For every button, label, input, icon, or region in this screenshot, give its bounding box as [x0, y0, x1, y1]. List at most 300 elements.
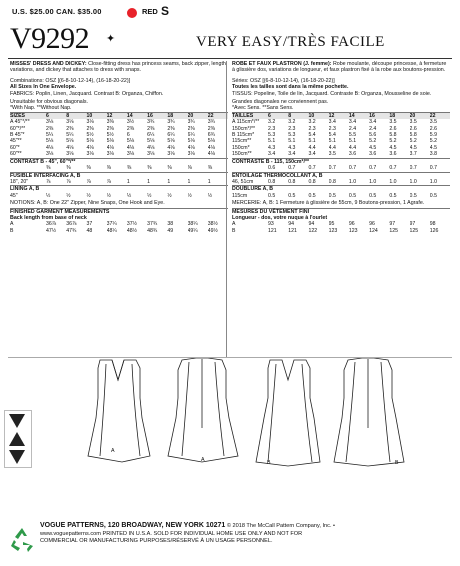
table-row	[10, 193, 228, 199]
table-cell: 20	[188, 112, 208, 119]
table-cell: 1.0	[389, 178, 397, 185]
row-label: 60"**	[10, 151, 22, 158]
table-cell: 4⅛	[207, 144, 215, 151]
finished-table	[232, 221, 450, 234]
table-cell: 6	[126, 132, 130, 139]
table-cell: ⅜	[167, 165, 172, 172]
series: Séries: OSZ [(6-8-10-12-14), (16-18-20-22)]	[232, 77, 335, 84]
table-cell: 37¼	[106, 221, 117, 228]
table-cell: 2⅜	[207, 125, 215, 132]
description-title: MISSES' DRESS AND DICKEY:	[10, 61, 87, 67]
footer	[40, 521, 452, 545]
row-label	[10, 165, 46, 172]
row-label: CONTRAST B - 45", 60"*/**	[10, 158, 228, 165]
section-row	[10, 186, 228, 193]
table-cell: 6	[46, 112, 66, 119]
column-divider	[226, 61, 227, 357]
table-cell: 5.1	[268, 138, 276, 145]
table-cell: 3⅛	[46, 151, 54, 158]
table-cell: 0.5	[429, 192, 437, 199]
row-label: 45"	[10, 192, 18, 199]
table-cell: 5.1	[328, 138, 336, 145]
table-cell: 4.5	[409, 144, 417, 151]
table-cell: 48½	[126, 227, 137, 234]
view-label-a: A	[111, 448, 115, 454]
section-label: LINING A, B	[10, 186, 228, 193]
table-cell: 1.0	[409, 178, 417, 185]
sizes-header-row	[232, 158, 450, 165]
table-cell: 5⅛	[66, 138, 74, 145]
unsuitable: Unsuitable for obvious diagonals.	[10, 99, 89, 106]
table-cell: 1	[207, 178, 211, 185]
table-cell: 5.3	[288, 132, 296, 139]
table-row	[232, 165, 450, 172]
section-label: FUSIBLE INTERFACING A, B	[10, 172, 228, 179]
table-cell: 3⅛	[86, 151, 94, 158]
row-label: B 115cm*	[232, 132, 255, 139]
row-label: A	[232, 221, 236, 228]
table-cell: 37	[86, 221, 93, 228]
row-label: 150cm*/**	[232, 125, 256, 132]
table-cell: 3¾	[167, 119, 175, 126]
sizes-header-row	[10, 158, 228, 165]
finished-title: MESURES DU VÊTEMENT FINI	[232, 208, 310, 215]
table-cell: 5⅛	[187, 138, 195, 145]
table-cell: 5.2	[389, 138, 397, 145]
table-cell: 3¾	[187, 119, 195, 126]
table-cell: 3.4	[308, 151, 316, 158]
table-cell: 2.4	[369, 125, 377, 132]
table-cell: ⅜	[66, 165, 71, 172]
table-cell: 5⅛	[167, 138, 175, 145]
table-cell: 0.7	[308, 165, 316, 172]
table-cell: 1.0	[348, 178, 357, 185]
red-label: RED	[142, 7, 158, 16]
table-cell: 4.5	[389, 144, 397, 151]
row-label: 115cm**	[232, 138, 252, 145]
table-cell: 3.4	[348, 119, 357, 126]
notions: NOTIONS: A, B: One 22" Zipper, Nine Snaps, One Hook and Eye.	[10, 200, 165, 207]
table-cell: 3⅜	[106, 119, 114, 126]
table-cell: 18	[389, 112, 409, 119]
company-address: VOGUE PATTERNS, 120 BROADWAY, NEW YORK 10271	[40, 522, 226, 529]
table-cell: 3⅛	[147, 151, 155, 158]
table-row	[10, 228, 228, 234]
table-cell: 4⅛	[126, 144, 135, 151]
view-label-b: B	[267, 460, 271, 466]
table-cell: 5.4	[328, 132, 336, 139]
table-cell: 5⅛	[86, 138, 94, 145]
table-cell: 0.5	[308, 192, 316, 199]
table-cell: 2.3	[268, 125, 276, 132]
description-text: Robe moulante, découpe princesse, à fermeture à glissière dos, variations de longueur, et faux plastron fixé à la robe aux boutons-pression.	[232, 61, 447, 74]
table-cell: 0.7	[429, 165, 437, 172]
table-cell: 49¼	[187, 227, 198, 234]
table-cell: 4.3	[268, 144, 276, 151]
table-cell: 5.1	[308, 138, 316, 145]
table-cell: 5⅛	[207, 138, 215, 145]
table-cell: ⅞	[46, 178, 51, 185]
table-cell: 4⅛	[106, 144, 114, 151]
table-cell: 49½	[207, 227, 218, 234]
table-cell: 5⅛	[126, 138, 135, 145]
table-cell: 3.7	[409, 151, 417, 158]
table-cell: 4.4	[348, 144, 357, 151]
table-cell: 5.2	[369, 138, 377, 145]
legal-text: PRINTED IN U.S.A. SOLD FOR INDIVIDUAL HOME USE ONLY AND NOT FOR	[100, 531, 303, 537]
table-cell: 3.4	[328, 119, 336, 126]
table-cell: 123	[328, 227, 338, 234]
table-cell: 4⅛	[187, 144, 195, 151]
back-length: Longueur - dos, votre nuque à l'ourlet	[232, 214, 328, 221]
table-cell: 125	[409, 227, 419, 234]
section-row	[232, 186, 450, 193]
nap-note: *With Nap. **Without Nap.	[10, 105, 72, 112]
fabrics: FABRICS: Poplin, Linen, Jacquard. Contrast B: Organza, Chiffon.	[10, 90, 164, 97]
section-label: ENTOILAGE THERMOCOLLANT A, B	[232, 172, 450, 179]
table-cell: 2⅜	[66, 125, 74, 132]
table-row	[10, 165, 228, 172]
table-cell: 5.5	[348, 132, 357, 139]
row-label: 60"*/**	[10, 125, 26, 132]
table-cell: 4⅛	[167, 144, 175, 151]
table-cell: 3¾	[147, 119, 155, 126]
table-cell: 4⅛	[147, 144, 155, 151]
table-cell: 0.8	[328, 178, 336, 185]
table-cell: 5½	[86, 132, 94, 139]
table-cell: 3⅛	[126, 151, 135, 158]
table-cell: ½	[66, 192, 71, 199]
table-cell: ⅜	[106, 165, 111, 172]
row-label: B	[232, 227, 236, 234]
table-cell: 16	[147, 112, 167, 119]
table-cell: 3¾	[207, 119, 215, 126]
table-cell: 2.3	[328, 125, 336, 132]
table-cell: 122	[308, 227, 318, 234]
table-cell: 0.5	[409, 192, 417, 199]
row-label: A 115cm*/**	[232, 119, 260, 126]
back-length: Back length from base of neck	[10, 214, 87, 221]
table-cell: 38¼	[187, 221, 198, 228]
table-cell: 3⅛	[66, 151, 74, 158]
table-cell: 3.5	[328, 151, 336, 158]
table-cell: 0.8	[288, 178, 296, 185]
row-label: A 45"*/**	[10, 119, 30, 126]
table-cell: 2⅜	[126, 125, 135, 132]
table-cell: 5.6	[369, 132, 377, 139]
table-cell: 3.5	[409, 119, 417, 126]
table-cell: 2⅜	[106, 125, 114, 132]
table-cell: 22	[208, 112, 228, 119]
table-cell: 1	[187, 178, 191, 185]
table-cell: 3.4	[369, 119, 377, 126]
table-row	[10, 179, 228, 186]
table-cell: ⅜	[147, 165, 152, 172]
finished-table	[10, 221, 228, 234]
table-cell: 5½	[106, 132, 114, 139]
table-cell: ⅜	[207, 165, 213, 172]
table-row	[10, 151, 228, 158]
table-cell: 0.7	[389, 165, 397, 172]
table-cell: 0.7	[369, 165, 377, 172]
table-cell: ⅞	[66, 178, 71, 185]
table-cell: 0.8	[308, 178, 316, 185]
table-cell: ½	[187, 192, 192, 199]
view-label-b: B	[395, 460, 399, 466]
table-cell: 0.5	[348, 192, 357, 199]
nap-note: *Avec Sens. **Sans Sens.	[232, 105, 294, 112]
view-label-a: A	[201, 457, 205, 463]
row-label: 150cm*	[232, 144, 250, 151]
table-cell: 3⅛	[167, 151, 175, 158]
table-cell: 97	[409, 221, 416, 228]
table-row	[232, 193, 450, 199]
table-cell: 121	[268, 227, 277, 234]
difficulty-label: VERY EASY/TRÈS FACILE	[196, 34, 385, 50]
table-cell: 4.4	[328, 144, 336, 151]
table-cell: ½	[167, 192, 172, 199]
english-column	[10, 61, 228, 234]
table-cell: 5.2	[429, 138, 437, 145]
table-cell: 0.5	[328, 192, 336, 199]
table-cell: 38½	[207, 221, 218, 228]
star-icon: ✦	[106, 33, 116, 45]
all-sizes: Toutes les tailles sont dans la même pochette.	[232, 84, 349, 91]
table-cell: 121	[288, 227, 297, 234]
table-cell: 6¼	[187, 132, 195, 139]
table-cell: 3.8	[429, 151, 437, 158]
sizes-header-row	[10, 112, 228, 119]
finished-title: FINISHED GARMENT MEASUREMENTS	[10, 208, 110, 215]
table-cell: ⅜	[86, 165, 91, 172]
table-row	[232, 151, 450, 158]
table-cell: 5.8	[389, 132, 397, 139]
table-cell: 5.1	[348, 138, 357, 145]
table-cell: 2.4	[348, 125, 357, 132]
table-cell: 95	[328, 221, 335, 228]
table-cell: 0.7	[409, 165, 417, 172]
table-cell: 96	[348, 221, 355, 228]
table-cell: 97	[389, 221, 396, 228]
table-cell: 1.0	[429, 178, 437, 185]
table-cell: 16	[369, 112, 389, 119]
table-cell: 98	[429, 221, 436, 228]
table-cell: 4⅛	[46, 144, 54, 151]
table-cell: 4.5	[369, 144, 377, 151]
table-cell: 47½	[46, 227, 57, 234]
table-cell: 47¾	[66, 227, 77, 234]
table-cell: 2.6	[389, 125, 397, 132]
row-label: 115cm	[232, 192, 248, 199]
section-row	[232, 172, 450, 179]
table-cell: 3.5	[429, 119, 437, 126]
table-cell: 5⅛	[147, 138, 155, 145]
table-cell: 4.5	[429, 144, 437, 151]
table-cell: 6¼	[147, 132, 155, 139]
table-cell: ½	[126, 192, 132, 199]
table-cell: 2.3	[308, 125, 316, 132]
table-cell: 0.5	[389, 192, 397, 199]
table-cell: 2⅜	[86, 125, 94, 132]
table-cell: 8	[288, 112, 308, 119]
table-row	[232, 179, 450, 186]
table-cell: 3.5	[389, 119, 397, 126]
table-cell: ½	[86, 192, 91, 199]
notions: MERCERIE: A, B: 1 Fermeture à glissière de 55cm, 9 Boutons-pression, 1 Agrafe.	[232, 200, 425, 207]
table-cell: 12	[107, 112, 127, 119]
table-cell: 2.3	[288, 125, 296, 132]
table-cell: 94	[308, 221, 315, 228]
table-cell: 5¼	[66, 132, 74, 139]
section-row	[10, 172, 228, 179]
table-cell: 3.2	[268, 119, 276, 126]
table-cell: 5.9	[429, 132, 437, 139]
table-cell: 0.6	[268, 165, 276, 172]
table-cell: 2.6	[409, 125, 417, 132]
table-cell: 5⅛	[46, 138, 54, 145]
fabrics: TISSUS: Popeline, Toile de lin, Jacquard. Contraste B: Organza, Mousseline de soie.	[232, 90, 432, 97]
table-cell: 3.6	[389, 151, 397, 158]
pattern-number: V9292	[10, 22, 90, 55]
table-cell: 0.7	[348, 165, 357, 172]
table-cell: ½	[46, 192, 51, 199]
recycle-icon	[8, 526, 36, 554]
table-cell: 2⅜	[46, 125, 54, 132]
table-cell: 0.5	[268, 192, 276, 199]
table-cell: 6¾	[207, 132, 215, 139]
table-cell: ½	[106, 192, 111, 199]
table-cell: 3⅛	[106, 151, 114, 158]
table-cell: 18	[167, 112, 187, 119]
row-label: B	[10, 227, 14, 234]
table-cell: ⅜	[187, 165, 192, 172]
table-cell: 1.0	[369, 178, 377, 185]
table-cell: 2.6	[429, 125, 437, 132]
table-cell: ⅞	[106, 178, 111, 185]
table-cell: 8	[66, 112, 86, 119]
table-cell: 48¼	[106, 227, 117, 234]
table-cell: 4.3	[288, 144, 296, 151]
table-cell: 3⅛	[46, 119, 54, 126]
table-cell: 3⅛	[86, 119, 94, 126]
table-cell: 3⅛	[66, 119, 74, 126]
table-cell: 5⅛	[106, 138, 114, 145]
table-cell: 5.2	[409, 138, 417, 145]
table-cell: 3.2	[288, 119, 296, 126]
table-cell: 38	[167, 221, 174, 228]
table-cell: 1	[126, 178, 130, 185]
yardage-table	[10, 112, 228, 199]
table-cell: 3½	[126, 119, 135, 126]
table-cell: 0.8	[268, 178, 276, 185]
table-cell: 126	[429, 227, 439, 234]
table-cell: 94	[288, 221, 294, 228]
table-cell: 3.4	[288, 151, 296, 158]
row-label: 45"**	[10, 138, 22, 145]
table-cell: 96	[369, 221, 375, 228]
header-divider	[8, 58, 452, 59]
table-cell: 5¼	[46, 132, 54, 139]
price-label: U.S. $25.00 CAN. $35.00	[12, 7, 102, 16]
table-cell: ⅜	[126, 165, 132, 172]
row-label: TAILLES	[232, 112, 268, 119]
table-cell: 4.4	[308, 144, 316, 151]
red-size-letter: S	[161, 4, 170, 18]
table-cell: 125	[389, 227, 398, 234]
row-label	[232, 165, 268, 172]
technical-drawings	[8, 358, 452, 468]
website-link[interactable]: www.voguepatterns.com	[40, 531, 101, 537]
row-label: SIZES	[10, 112, 46, 119]
table-cell: 36⅞	[66, 221, 77, 228]
table-cell: ½	[147, 192, 152, 199]
table-cell: 124	[369, 227, 378, 234]
table-cell: ½	[207, 192, 213, 199]
table-cell: 2⅜	[147, 125, 155, 132]
table-cell: ⅜	[46, 165, 51, 172]
table-cell: 5.4	[308, 132, 316, 139]
table-cell: 14	[127, 112, 147, 119]
all-sizes: All Sizes In One Envelope.	[10, 84, 77, 91]
row-label: 18", 20"	[10, 178, 29, 185]
table-cell: 123	[348, 227, 358, 234]
sizes-header-row	[232, 112, 450, 119]
french-column	[232, 61, 450, 234]
table-cell: 1	[167, 178, 171, 185]
table-cell: 2⅜	[167, 125, 175, 132]
table-cell: 4⅛	[207, 151, 215, 158]
table-cell: 36⅞	[46, 221, 57, 228]
table-cell: 6	[268, 112, 288, 119]
row-label: 46, 51cm	[232, 178, 254, 185]
table-cell: 5.1	[288, 138, 296, 145]
table-cell: 0.7	[288, 165, 296, 172]
description-title: ROBE ET FAUX PLASTRON (J. femme):	[232, 61, 332, 67]
table-cell: 6¼	[167, 132, 175, 139]
table-cell: 22	[430, 112, 450, 119]
row-label: 150cm**	[232, 151, 252, 158]
table-cell: 93	[268, 221, 274, 228]
table-cell: 3.6	[348, 151, 357, 158]
table-cell: 12	[329, 112, 349, 119]
table-row	[232, 228, 450, 234]
table-cell: 37½	[126, 221, 137, 228]
table-cell: 3.4	[268, 151, 276, 158]
row-label: CONTRASTE B - 115, 150cm*/**	[232, 158, 450, 165]
table-cell: 4⅛	[86, 144, 94, 151]
table-cell: 1	[147, 178, 150, 185]
table-cell: 5.3	[268, 132, 276, 139]
table-cell: ⅞	[86, 178, 91, 185]
table-cell: 3.2	[308, 119, 316, 126]
row-label: A	[10, 221, 14, 228]
table-cell: 0.5	[288, 192, 296, 199]
table-cell: 10	[308, 112, 328, 119]
table-cell: 14	[349, 112, 369, 119]
copyright: © 2018 The McCall Pattern Company, Inc. •	[225, 523, 336, 529]
combinations: Combinations: OSZ [(6-8-10-12-14), (16-18-20-22)]	[10, 77, 131, 84]
table-cell: 48¾	[147, 227, 158, 234]
table-cell: 20	[410, 112, 430, 119]
description-text: Close-fitting dress has princess seams, back zipper, length variations, and dickey that attaches to dress with snaps.	[10, 61, 226, 74]
unsuitable: Grandes diagonales ne conviennent pas.	[232, 99, 329, 106]
table-cell: 49	[167, 227, 174, 234]
row-label: B 45"*	[10, 132, 25, 139]
row-label: 60"*	[10, 144, 20, 151]
table-cell: 3.6	[369, 151, 377, 158]
yardage-table	[232, 112, 450, 199]
red-size-dot-icon	[127, 8, 137, 18]
